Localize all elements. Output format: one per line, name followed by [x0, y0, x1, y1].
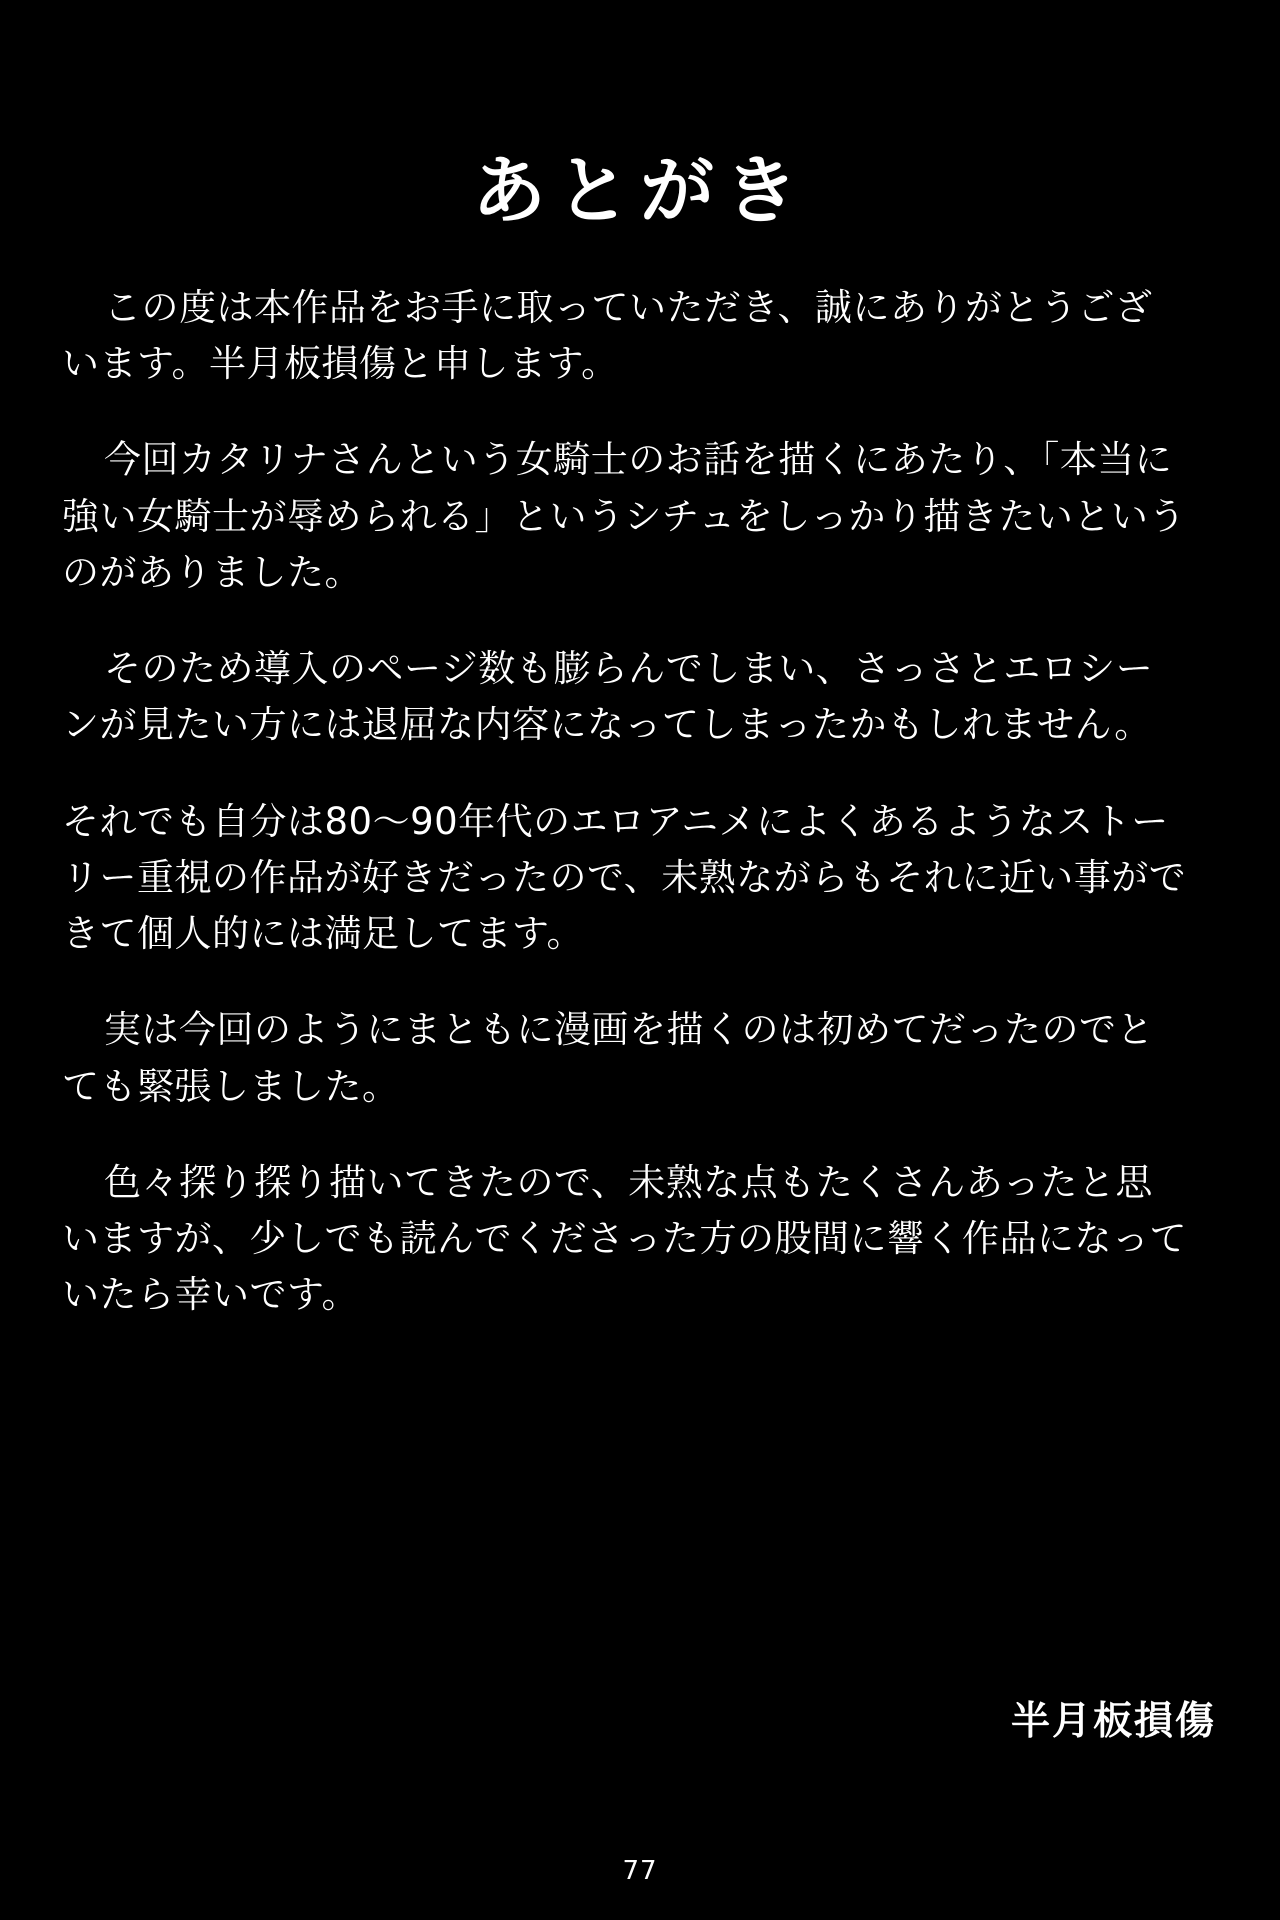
- paragraph: 今回カタリナさんという女騎士のお話を描くにあたり、「本当に強い女騎士が辱められる」というシチュをしっかり描きたいというのがありました。: [62, 438, 1186, 594]
- paragraph: この度は本作品をお手に取っていただき、誠にありがとうございます。半月板損傷と申します。: [62, 286, 1153, 386]
- page-title: あとがき: [472, 147, 808, 234]
- author-signature: 半月板損傷: [1010, 1699, 1216, 1744]
- page-number: 77: [622, 1856, 658, 1886]
- paragraph: 実は今回のようにまともに漫画を描くのは初めてだったのでとても緊張しました。: [62, 1008, 1154, 1108]
- paragraph: そのため導入のページ数も膨らんでしまい、さっさとエロシーンが見たい方には退屈な内容になってしまったかもしれません。: [62, 647, 1154, 747]
- afterword-body: [62, 280, 1190, 1364]
- paragraph: それでも自分は80〜90年代のエロアニメによくあるようなストーリー重視の作品が好きだったので、未熟ながらもそれに近い事ができて個人的には満足してます。: [62, 799, 1187, 956]
- paragraph: 色々探り探り描いてきたので、未熟な点もたくさんあったと思いますが、少しでも読んでくださった方の股間に響く作品になっていたら幸いです。: [62, 1160, 1187, 1317]
